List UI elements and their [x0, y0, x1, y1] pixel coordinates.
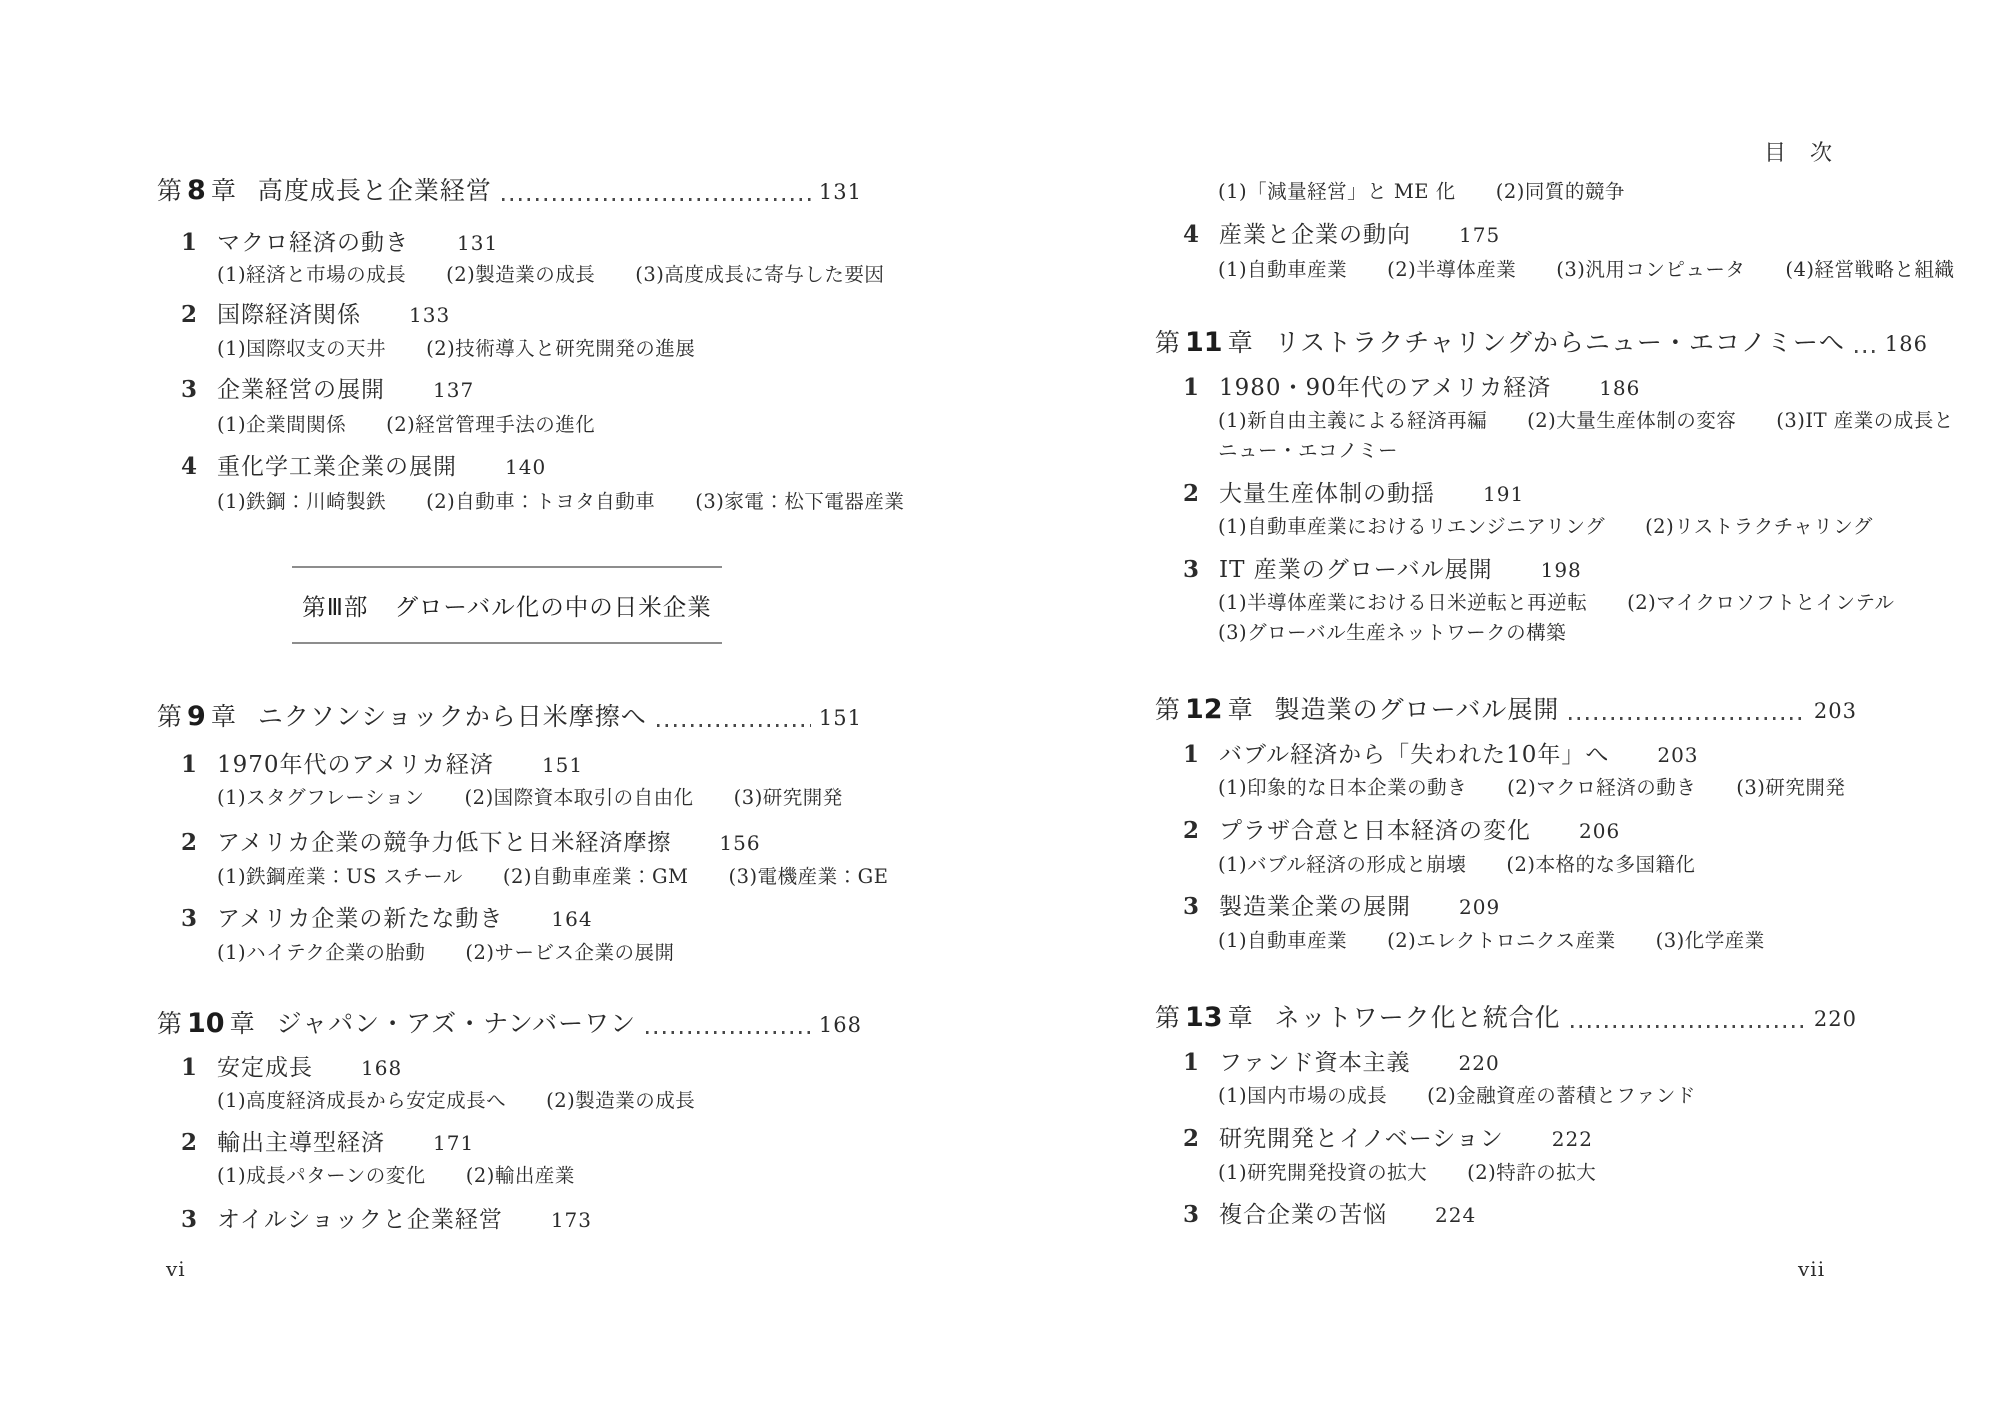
chapter-suffix: 章: [1227, 328, 1253, 357]
chapter-8-heading: [157, 174, 862, 208]
section-number: 3: [1183, 893, 1200, 920]
chapter-suffix: 章: [229, 1009, 255, 1038]
subsection-row: (1)印象的な日本企業の動き (2)マクロ経済の動き (3)研究開発: [1218, 776, 1846, 799]
section-page-number: 209: [1459, 895, 1501, 919]
chapter-page-number: 151: [818, 706, 862, 730]
subsection-row: (1)「減量経営」と ME 化 (2)同質的競争: [1218, 180, 1625, 203]
chapter-number: 12: [1185, 694, 1223, 725]
section-row: [1183, 556, 1582, 585]
section-page-number: 206: [1579, 819, 1621, 843]
section-number: 3: [181, 1206, 198, 1233]
subsection-row: (1)国内市場の成長 (2)金融資産の蓄積とファンド: [1218, 1084, 1696, 1107]
chapter-page-number: 220: [1813, 1007, 1857, 1031]
section-page-number: 222: [1551, 1127, 1593, 1151]
part-divider: [292, 566, 722, 644]
dotted-leader: [1855, 350, 1877, 353]
dotted-leader: [1571, 1025, 1806, 1028]
subsection-row: (1)成長パターンの変化 (2)輸出産業: [217, 1164, 575, 1187]
section-number: 2: [1183, 1125, 1200, 1152]
section-row: [181, 1129, 474, 1158]
chapter-number: 11: [1185, 327, 1223, 358]
chapter-number: 8: [187, 175, 206, 206]
chapter-10-heading: [157, 1007, 862, 1041]
section-row: [181, 1054, 402, 1083]
section-title: 1970年代のアメリカ経済: [217, 752, 494, 778]
section-row: [181, 376, 474, 405]
section-row: [1183, 374, 1640, 403]
section-row: [181, 453, 546, 482]
section-number: 2: [181, 301, 198, 328]
chapter-page-number: 186: [1884, 332, 1928, 356]
subsection-row: ニュー・エコノミー: [1218, 439, 1399, 462]
section-row: [181, 1206, 592, 1235]
section-page-number: 151: [541, 753, 584, 777]
section-page-number: 171: [433, 1131, 475, 1155]
part-label: 第Ⅲ部: [302, 593, 369, 621]
subsection-row: (1)国際収支の天井 (2)技術導入と研究開発の進展: [217, 337, 696, 360]
subsection-row: (1)半導体産業における日米逆転と再逆転 (2)マイクロソフトとインテル: [1218, 591, 1895, 614]
chapter-prefix: 第: [157, 702, 183, 731]
subsection-row: (1)鉄鋼産業：US スチール (2)自動車産業：GM (3)電機産業：GE: [217, 865, 889, 888]
chapter-label: [1155, 326, 1253, 360]
section-page-number: 220: [1458, 1051, 1500, 1075]
subsection-row: (3)グローバル生産ネットワークの構築: [1218, 621, 1567, 644]
subsection-row: (1)自動車産業 (2)半導体産業 (3)汎用コンピュータ (4)経営戦略と組織: [1218, 258, 1955, 281]
chapter-title: 製造業のグローバル展開: [1274, 695, 1560, 724]
section-number: 4: [181, 453, 198, 480]
subsection-row: (1)経済と市場の成長 (2)製造業の成長 (3)高度成長に寄与した要因: [217, 263, 885, 286]
chapter-number: 10: [187, 1008, 225, 1039]
section-page-number: 133: [409, 303, 451, 327]
section-number: 2: [181, 829, 198, 856]
section-page-number: 191: [1483, 482, 1525, 506]
section-row: [181, 229, 498, 258]
chapter-label: [1155, 1001, 1253, 1035]
section-title: 1980・90年代のアメリカ経済: [1219, 375, 1552, 401]
section-page-number: 131: [457, 231, 499, 255]
subsection-row: (1)自動車産業におけるリエンジニアリング (2)リストラクチャリング: [1218, 515, 1873, 538]
chapter-11-heading: [1155, 326, 1928, 360]
section-row: [1183, 221, 1500, 250]
chapter-suffix: 章: [210, 702, 236, 731]
chapter-page-number: 131: [818, 180, 862, 204]
chapter-suffix: 章: [1227, 1003, 1253, 1032]
chapter-12-heading: [1155, 693, 1857, 727]
section-page-number: 224: [1435, 1203, 1477, 1227]
subsection-row: (1)自動車産業 (2)エレクトロニクス産業 (3)化学産業: [1218, 929, 1765, 952]
chapter-prefix: 第: [1155, 695, 1181, 724]
section-row: [1183, 893, 1500, 922]
section-page-number: 156: [719, 831, 761, 855]
section-title: IT 産業のグローバル展開: [1219, 557, 1493, 583]
subsection-row: (1)研究開発投資の拡大 (2)特許の拡大: [1218, 1161, 1597, 1184]
section-page-number: 186: [1599, 376, 1641, 400]
section-page-number: 203: [1657, 743, 1699, 767]
section-page-number: 175: [1459, 223, 1501, 247]
section-title: ファンド資本主義: [1219, 1050, 1411, 1076]
section-row: [1183, 817, 1620, 846]
chapter-number: 13: [1185, 1002, 1223, 1033]
section-page-number: 168: [361, 1056, 403, 1080]
section-row: [1183, 1201, 1476, 1230]
section-row: [1183, 1125, 1593, 1154]
dotted-leader: [502, 198, 811, 201]
chapter-13-heading: [1155, 1001, 1857, 1035]
section-title: 安定成長: [217, 1055, 313, 1081]
section-number: 1: [1183, 1049, 1200, 1076]
section-number: 1: [1183, 741, 1200, 768]
part-title: グローバル化の中の日米企業: [394, 593, 712, 621]
subsection-row: (1)鉄鋼：川崎製鉄 (2)自動車：トヨタ自動車 (3)家電：松下電器産業: [217, 490, 905, 513]
chapter-page-number: 203: [1813, 699, 1857, 723]
section-number: 1: [181, 751, 198, 778]
chapter-label: [1155, 693, 1253, 727]
chapter-prefix: 第: [157, 176, 183, 205]
section-title: オイルショックと企業経営: [217, 1207, 503, 1233]
chapter-number: 9: [187, 701, 206, 732]
section-number: 2: [181, 1129, 198, 1156]
section-title: アメリカ企業の新たな動き: [217, 906, 504, 932]
section-row: [181, 301, 450, 330]
dotted-leader: [1569, 717, 1806, 720]
chapter-title: 高度成長と企業経営: [257, 176, 492, 205]
chapter-title: ジャパン・アズ・ナンバーワン: [276, 1009, 637, 1038]
section-number: 2: [1183, 817, 1200, 844]
chapter-title: ネットワーク化と統合化: [1274, 1003, 1561, 1032]
section-title: 複合企業の苦悩: [1219, 1202, 1387, 1228]
section-title: 企業経営の展開: [217, 377, 385, 403]
chapter-page-number: 168: [818, 1013, 862, 1037]
section-title: アメリカ企業の競争力低下と日米経済摩擦: [217, 830, 672, 856]
subsection-row: (1)バブル経済の形成と崩壊 (2)本格的な多国籍化: [1218, 853, 1696, 876]
section-row: [1183, 741, 1699, 770]
section-number: 1: [181, 229, 198, 256]
section-title: 輸出主導型経済: [217, 1130, 385, 1156]
chapter-title: ニクソンショックから日米摩擦へ: [257, 702, 647, 731]
section-number: 3: [181, 376, 198, 403]
running-head-toc: 目 次: [1764, 141, 1834, 166]
section-number: 1: [1183, 374, 1200, 401]
dotted-leader: [646, 1031, 811, 1034]
section-row: [1183, 480, 1524, 509]
section-page-number: 198: [1540, 558, 1582, 582]
chapter-prefix: 第: [1155, 1003, 1181, 1032]
chapter-label: [157, 174, 236, 208]
section-number: 3: [181, 905, 198, 932]
chapter-suffix: 章: [210, 176, 236, 205]
section-page-number: 173: [550, 1208, 593, 1232]
section-number: 3: [1183, 1201, 1200, 1228]
section-number: 3: [1183, 556, 1200, 583]
section-title: 研究開発とイノベーション: [1219, 1126, 1504, 1152]
subsection-row: (1)スタグフレーション (2)国際資本取引の自由化 (3)研究開発: [217, 786, 843, 809]
section-title: バブル経済から「失われた10年」へ: [1219, 742, 1610, 768]
section-title: 重化学工業企業の展開: [217, 454, 457, 480]
subsection-row: (1)新自由主義による経済再編 (2)大量生産体制の変容 (3)IT 産業の成長と: [1218, 409, 1954, 432]
chapter-9-heading: [157, 700, 862, 734]
page-folio-right: vii: [1798, 1257, 1826, 1281]
subsection-row: (1)企業間関係 (2)経営管理手法の進化: [217, 413, 596, 436]
subsection-row: (1)高度経済成長から安定成長へ (2)製造業の成長: [217, 1089, 696, 1112]
chapter-suffix: 章: [1227, 695, 1253, 724]
section-row: [181, 905, 593, 934]
chapter-label: [157, 1007, 255, 1041]
chapter-prefix: 第: [1155, 328, 1181, 357]
section-title: マクロ経済の動き: [217, 230, 409, 256]
section-title: 産業と企業の動向: [1219, 222, 1411, 248]
chapter-prefix: 第: [157, 1009, 183, 1038]
chapter-title: リストラクチャリングからニュー・エコノミーへ: [1274, 328, 1845, 357]
dotted-leader: [657, 724, 811, 727]
section-page-number: 137: [433, 378, 475, 402]
section-page-number: 140: [505, 455, 547, 479]
section-row: [181, 829, 761, 858]
section-number: 1: [181, 1054, 198, 1081]
chapter-label: [157, 700, 236, 734]
section-title: 大量生産体制の動揺: [1219, 481, 1435, 507]
section-number: 2: [1183, 480, 1200, 507]
section-title: 製造業企業の展開: [1219, 894, 1411, 920]
section-row: [181, 751, 583, 780]
section-number: 4: [1183, 221, 1200, 248]
section-page-number: 164: [551, 907, 593, 931]
section-title: 国際経済関係: [217, 302, 361, 328]
section-title: プラザ合意と日本経済の変化: [1219, 818, 1531, 844]
subsection-row: (1)ハイテク企業の胎動 (2)サービス企業の展開: [217, 941, 675, 964]
page-folio-left: vi: [166, 1257, 186, 1281]
section-row: [1183, 1049, 1500, 1078]
